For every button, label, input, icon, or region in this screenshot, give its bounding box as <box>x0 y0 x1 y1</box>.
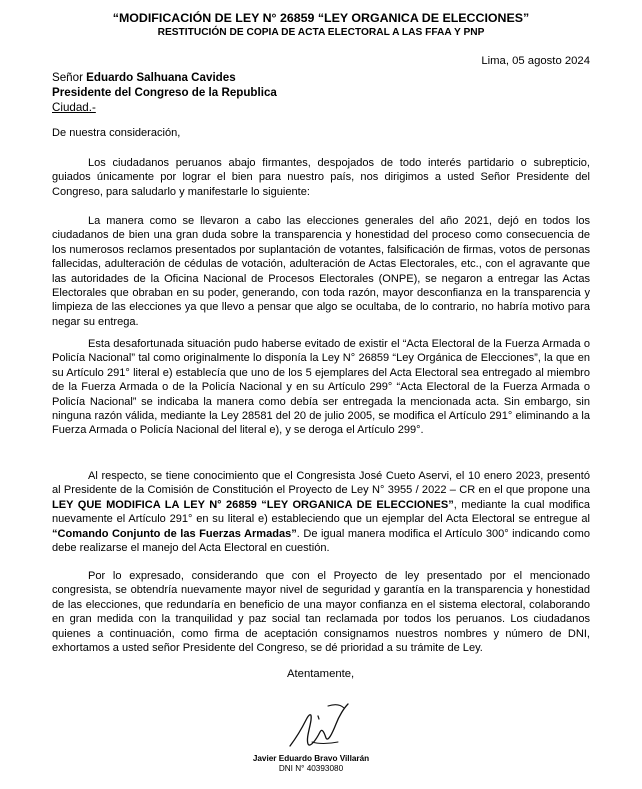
paragraph-acta-electoral-text: Esta desafortunada situación pudo haberse evitado de existir el “Acta Electoral de la Fuerza Armada o Policía Nacional” tal como originalmente lo disponía la Ley N° 26859 “Ley Orgánica de Elecciones”, la que en su Artículo 291° literal e) establecía que uno de los 5 ejemplares del Acta Electoral sea entregado al miembro de la Fuerza Armada o de la Policía Nacional y en su Artículo 299° “Acta Electoral de la Fuerza Armada o Policía Nacional” se indicaba la manera como debía ser entregada la mencionada acta. Sin embargo, sin ninguna razón válida, mediante la Ley 28581 del 20 de julio 2005, se modifica el Artículo 291° eliminando a la Fuerza Armada o Policía Nacional del literal e), y se deroga el Artículo 299°. <box>52 338 590 437</box>
paragraph-acta-electoral <box>52 337 590 438</box>
date-line: Lima, 05 agosto 2024 <box>481 55 590 67</box>
paragraph-exhortation-text: Por lo expresado, considerando que con el Proyecto de ley presentado por el mencionado congresista, se obtendría nuevamente mayor nivel de seguridad y garantía en la transparencia y honestidad de las elecciones, que redundaría en beneficio de una mayor confianza en el sistema electoral, colaborando en gran medida con la tranquilidad y paz social tan reclamada por todos los peruanos. Los ciudadanos quienes a continuación, como firma de aceptación consignamos nuestros nombres y número de DNI, exhortamos a usted señor Presidente del Congreso, se dé prioridad a su trámite de Ley. <box>52 570 590 655</box>
addressee-name-line <box>52 70 236 85</box>
paragraph-elections-2021 <box>52 214 590 329</box>
addressee-name: Eduardo Salhuana Cavides <box>86 71 236 84</box>
ley-title-bold: LEY QUE MODIFICA LA LEY N° 26859 “LEY ORGANICA DE ELECCIONES” <box>52 498 454 511</box>
addressee-city: Ciudad.- <box>52 101 96 114</box>
paragraph-intro <box>52 156 590 199</box>
letter-title: “MODIFICACIÓN DE LEY N° 26859 “LEY ORGANICA DE ELECCIONES” <box>112 11 530 25</box>
paragraph-proyecto-ley-text-a: Al respecto, se tiene conocimiento que el Congresista José Cueto Aservi, el 10 enero 2023, presentó al Presidente de la Comisión de Constitución el Proyecto de Ley N° 3955 / 2022 – CR en el que propone una <box>52 470 590 497</box>
handwritten-signature <box>282 698 362 752</box>
paragraph-exhortation <box>52 569 590 655</box>
paragraph-proyecto-ley-text-c: , mediante la cual modifica nuevamente el Artículo 291° en su literal e) estableciendo que un ejemplar del Acta Electoral se entregue al <box>52 498 590 526</box>
comando-conjunto-bold: “Comando Conjunto de las Fuerzas Armadas” <box>52 527 297 540</box>
paragraph-intro-text: Los ciudadanos peruanos abajo firmantes, despojados de todo interés partidario o subrepticio, guiados únicamente por lograr el bien para nuestro país, nos dirigimos a usted Señor Presidente del Congreso, para saludarlo y manifestarle lo siguiente: <box>52 157 590 198</box>
closing: Atentamente, <box>287 668 355 680</box>
signer-name: Javier Eduardo Bravo Villarán <box>252 754 370 763</box>
signer-dni: DNI N° 40393080 <box>278 764 344 773</box>
paragraph-elections-2021-text: La manera como se llevaron a cabo las elecciones generales del año 2021, dejó en todos los ciudadanos de bien una gran duda sobre la transparencia y honestidad del proceso como consecuencia de los numerosos reclamos presentados por suplantación de votantes, falsificación de firmas, votos de personas fallecidas, adulteración de cédulas de votación, adulteración de Actas Electorales, etc., con el agravante que las autoridades de la Oficina Nacional de Procesos Electorales (ONPE), se negaron a entregar las Actas Electorales que obraban en su poder, generando, con toda razón, mayor desconfianza en la transparencia y limpieza de las elecciones ya que llevo a pensar que algo se ocultaba, de lo contrario, no habría motivo para negar su entrega. <box>52 215 590 328</box>
paragraph-proyecto-ley <box>52 469 590 555</box>
letter-subtitle: RESTITUCIÓN DE COPIA DE ACTA ELECTORAL A LAS FFAA Y PNP <box>157 27 485 38</box>
greeting: De nuestra consideración, <box>52 127 181 139</box>
addressee-prefix: Señor <box>52 71 87 84</box>
paragraph-proyecto-ley-text-e: . De igual manera modifica el Artículo 300° indicando como debe realizarse el manejo del Acta Electoral en cuestión. <box>52 527 590 555</box>
addressee-title: Presidente del Congreso de la Republica <box>52 86 277 99</box>
